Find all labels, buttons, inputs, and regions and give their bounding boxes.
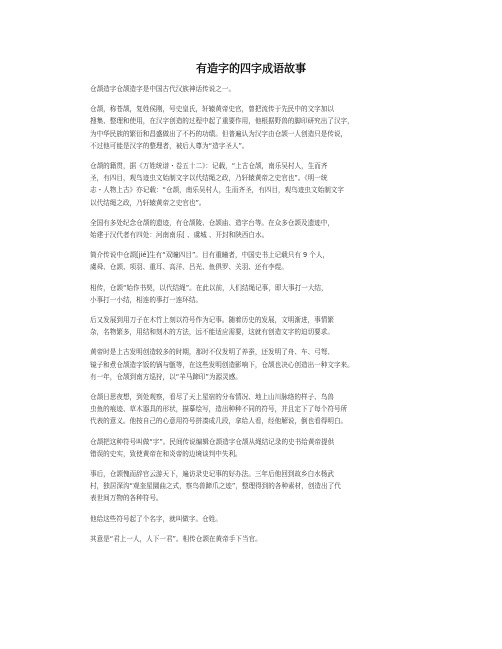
paragraph-line: 村，独居深沟“观奎星圜曲之式，察鸟兽蹄爪之迹”，整理得到的各种素材，创造出了代 bbox=[90, 482, 341, 491]
paragraph-line: 虞舜、仓颉、项羽、重耳、高洋、吕光、鱼俱罗、关羽、还有李煜。 bbox=[90, 263, 288, 272]
paragraph-line: 事后，仓颉愧而辞官云游天下，遍访录史记事的好办法。三年后他回到故乡白水杨武 bbox=[90, 470, 334, 479]
paragraph-line: 有一年，仓颉到南方巡狩，以“羊马蹄印”为源灵感。 bbox=[90, 372, 242, 381]
paragraph-line: 表世间万物的各种符号。 bbox=[90, 494, 163, 503]
paragraph-line: 圣，有四目，观鸟迹虫文始制文字以代结绳之政，乃轩辕黄帝之史官也”。《明一统 bbox=[90, 174, 328, 183]
paragraph-line: 不过他可能是汉字的整理者，被后人尊为“造字圣人”。 bbox=[90, 141, 249, 150]
paragraph-line: 搜集、整理和使用，在汉字创造的过程中起了重要作用，他根据野兽的脚印研究出了汉字， bbox=[90, 117, 354, 126]
paragraph-line: 仓颉日思夜想，到处观察，看尽了天上星宿的分布情况、地上山川脉络的样子、鸟兽 bbox=[90, 393, 334, 402]
paragraph bbox=[90, 103, 420, 152]
paragraph bbox=[90, 83, 420, 95]
paragraph-line: 错误的史实，致使黄帝在和炎帝的边境谈判中失利。 bbox=[90, 449, 242, 458]
paragraph-line: 后又发展到用刀子在木竹上刻以符号作为记事。随着历史的发展，文明渐进，事情繁 bbox=[90, 316, 334, 325]
paragraph-line: 相传，仓颉“始作书契，以代结绳”。在此以前，人们结绳记事，即大事打一大结， bbox=[90, 283, 328, 292]
paragraph bbox=[90, 346, 420, 383]
document-body bbox=[90, 83, 420, 553]
paragraph-line: 以代结绳之政，乃轩辕黄帝之史官也”。 bbox=[90, 198, 206, 207]
paragraph bbox=[90, 160, 420, 209]
paragraph-line: 为中华民族的繁衍和昌盛做出了不朽的功绩。但普遍认为汉字由仓颉一人创造只是传说， bbox=[90, 129, 348, 138]
paragraph bbox=[90, 217, 420, 241]
paragraph-line: 仓颉把这种符号叫做“字”。民间传说编辑仓颉造字仓颉从绳结记录的史书给黄帝提供 bbox=[90, 437, 335, 446]
paragraph bbox=[90, 282, 420, 306]
paragraph-line: 仓颉，称苍颉，复姓侯刚，号史皇氏，轩辕黄帝史官，曾把流传于先民中的文字加以 bbox=[90, 105, 334, 114]
paragraph-line: 代表的意义。他按自己的心意用符号拼凑成几段，拿给人看，经他解说，倒也看得明白。 bbox=[90, 417, 348, 426]
paragraph-line: 志・人物上古》亦记载：“仓颉，南乐吴村人，生而齐圣，有四目，观鸟迹虫文始制文字 bbox=[90, 186, 344, 195]
paragraph-line: 简介传说中仓颉[jié]生有“双瞳四目”。目有重瞳者，中国史书上记载只有 9 个人， bbox=[90, 251, 330, 260]
paragraph-line: 小事打一小结，相连的事打一连环结。 bbox=[90, 295, 203, 304]
paragraph-line: 他给这些符号起了个名字，就叫做字。仓姓。 bbox=[90, 514, 222, 523]
paragraph-line: 仓颉的籍贯，据《万姓统谱・卷五十二》：记载，“上古仓颉，南乐吴村人，生而齐 bbox=[90, 162, 328, 171]
paragraph-line: 仓颉造字仓颉造字是中国古代汉族神话传说之一。 bbox=[90, 85, 236, 93]
paragraph bbox=[90, 314, 420, 338]
paragraph-line: 始建于汉代者有四处：河南南乐[ 、虞城 、开封和陕西白水。 bbox=[90, 231, 269, 240]
paragraph-line: 其意是“君上一人，人下一君”。相传仓颉在黄帝手下当官。 bbox=[90, 534, 262, 543]
paragraph bbox=[90, 468, 420, 505]
paragraph bbox=[90, 436, 420, 460]
paragraph bbox=[90, 533, 420, 545]
paragraph bbox=[90, 249, 420, 273]
paragraph bbox=[90, 391, 420, 428]
paragraph-line: 全国有多处纪念仓颉的遗迹，有仓颉陵、仓颉庙、造字台等。在众多仓颉及遗迹中， bbox=[90, 218, 334, 227]
paragraph-line: 镜子和煮仓颉造字饭的锅与甑等，在这些发明创造影响下，仓颉也决心创造出一种文字来。 bbox=[90, 360, 354, 369]
paragraph-line: 黄帝时是上古发明创造较多的时期，那时不仅发明了养蚕，还发明了舟、车、弓弩、 bbox=[90, 348, 334, 357]
paragraph-line: 杂，名物繁多，用结和刻木的方法，远不能适应需要，这就有创造文字的迫切要求。 bbox=[90, 328, 334, 337]
paragraph-line: 虫鱼的痕迹、草木器具的形状，描摹绘写，造出种种不同的符号，并且定下了每个符号所 bbox=[90, 405, 348, 414]
paragraph bbox=[90, 513, 420, 525]
document-title: 有造字的四字成语故事 bbox=[196, 62, 306, 75]
